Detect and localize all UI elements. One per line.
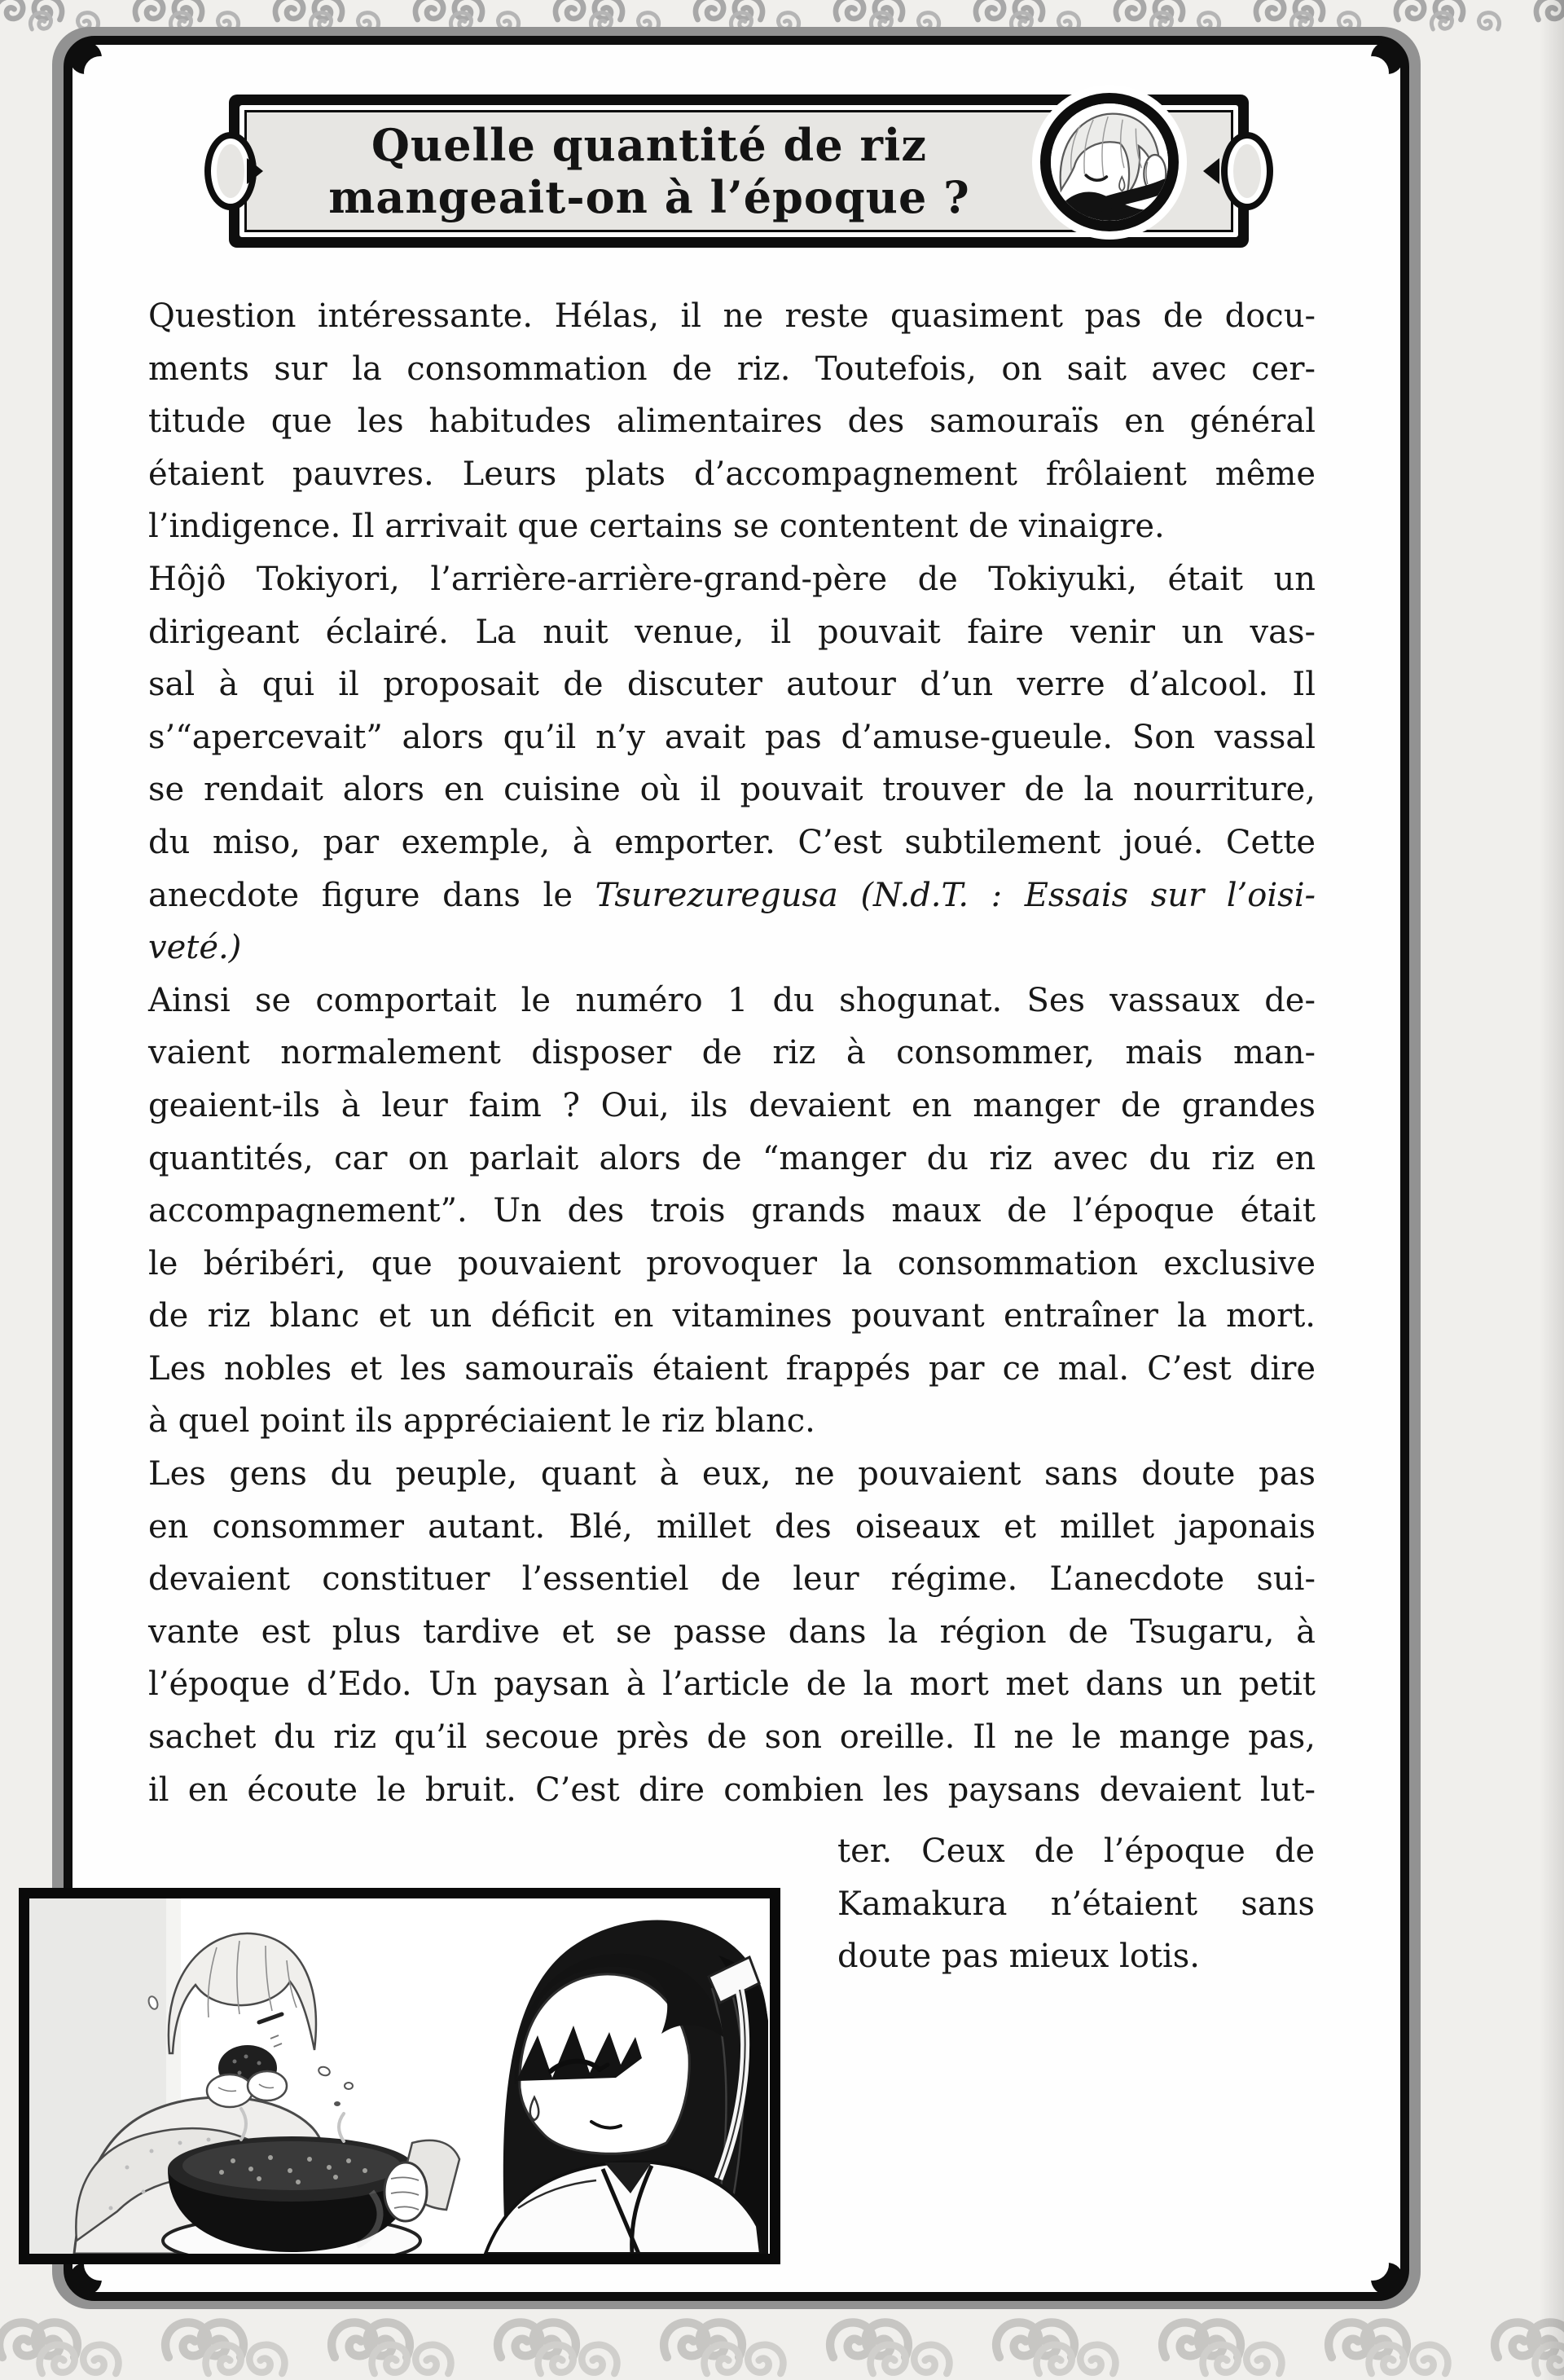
body-line: ments sur la consommation de riz. Toutefois, on sait avec cer- xyxy=(148,350,1316,388)
body-line: Kamakura n’étaient sans xyxy=(837,1885,1315,1923)
banner-right-notch xyxy=(1221,132,1273,210)
body-line: geaient-ils à leur faim ? Oui, ils devaient en manger de grandes xyxy=(148,1086,1316,1124)
left-triangle-icon xyxy=(1203,158,1219,184)
body-line: Les nobles et les samouraïs étaient frappés par ce mal. C’est dire xyxy=(148,1349,1316,1388)
body-line: sachet du riz qu’il secoue près de son oreille. Il ne le mange pas, xyxy=(148,1718,1316,1757)
frame-corner-ornament xyxy=(74,46,120,92)
body-line: quantités, car on parlait alors de “manger du riz avec du riz en xyxy=(148,1139,1316,1177)
page-edge-shade xyxy=(1540,0,1564,2380)
body-line: veté.) xyxy=(148,929,242,967)
body-line: à quel point ils appréciaient le riz blanc. xyxy=(148,1402,815,1441)
body-line: il en écoute le bruit. C’est dire combien les paysans devaient lut- xyxy=(148,1771,1316,1809)
body-line: en consommer autant. Blé, millet des oiseaux et millet japonais xyxy=(148,1507,1316,1546)
body-line: Hôjô Tokiyori, l’arrière-arrière-grand-père de Tokiyuki, était un xyxy=(148,560,1316,598)
body-line: vaient normalement disposer de riz à consommer, mais man- xyxy=(148,1034,1316,1072)
body-line: dirigeant éclairé. La nuit venue, il pouvait faire venir un vas- xyxy=(148,613,1316,651)
body-line: vante est plus tardive et se passe dans la région de Tsugaru, à xyxy=(148,1612,1316,1651)
page-title xyxy=(261,119,1037,223)
body-line: accompagnement”. Un des trois grands maux de l’époque était xyxy=(148,1192,1316,1230)
body-line: le béribéri, que pouvaient provoquer la consommation exclusive xyxy=(148,1244,1316,1282)
body-line: se rendait alors en cuisine où il pouvait trouver de la nourriture, xyxy=(148,771,1316,809)
body-line: Question intéressante. Hélas, il ne reste quasiment pas de docu- xyxy=(148,297,1316,335)
body-line: Ainsi se comportait le numéro 1 du shogunat. Ses vassaux de- xyxy=(148,981,1316,1019)
page-title-line2: mangeait-on à l’époque ? xyxy=(328,171,970,223)
body-text-wrapped-beside-panel xyxy=(837,1825,1315,1983)
sleeping-character-portrait-illustration xyxy=(1051,103,1168,221)
body-line: de riz blanc et un déficit en vitamines pouvant entraîner la mort. xyxy=(148,1297,1316,1335)
manga-panel-illustration xyxy=(29,1898,770,2254)
body-line: anecdote figure dans le Tsurezuregusa (N.d.T. : Essais sur l’oisi- xyxy=(148,876,1316,914)
body-text xyxy=(148,290,1316,1816)
frame-corner-ornament xyxy=(1353,2245,1399,2290)
body-line: étaient pauvres. Leurs plats d’accompagnement frôlaient même xyxy=(148,455,1316,493)
page-title-line1: Quelle quantité de riz xyxy=(371,119,928,171)
body-line: doute pas mieux lotis. xyxy=(837,1938,1201,1976)
body-line: du miso, par exemple, à emporter. C’est subtilement joué. Cette xyxy=(148,823,1316,861)
body-line: s’“apercevait” alors qu’il n’y avait pas d’amuse-gueule. Son vassal xyxy=(148,718,1316,756)
manga-panel xyxy=(19,1888,780,2264)
body-line: ter. Ceux de l’époque de xyxy=(837,1832,1315,1870)
body-line: l’époque d’Edo. Un paysan à l’article de la mort met dans un petit xyxy=(148,1665,1316,1704)
body-line: sal à qui il proposait de discuter autour d’un verre d’alcool. Il xyxy=(148,666,1316,704)
body-line: l’indigence. Il arrivait que certains se contentent de vinaigre. xyxy=(148,508,1165,546)
body-line: titude que les habitudes alimentaires des samouraïs en général xyxy=(148,403,1316,441)
bottom-ornament-swirl-pattern xyxy=(0,2316,1564,2380)
body-line: Les gens du peuple, quant à eux, ne pouvaient sans doute pas xyxy=(148,1455,1316,1494)
body-line: devaient constituer l’essentiel de leur régime. L’anecdote sui- xyxy=(148,1560,1316,1599)
right-triangle-icon xyxy=(247,158,263,184)
title-banner xyxy=(229,95,1249,248)
character-portrait-medallion xyxy=(1040,93,1179,231)
frame-corner-ornament xyxy=(1353,46,1399,92)
